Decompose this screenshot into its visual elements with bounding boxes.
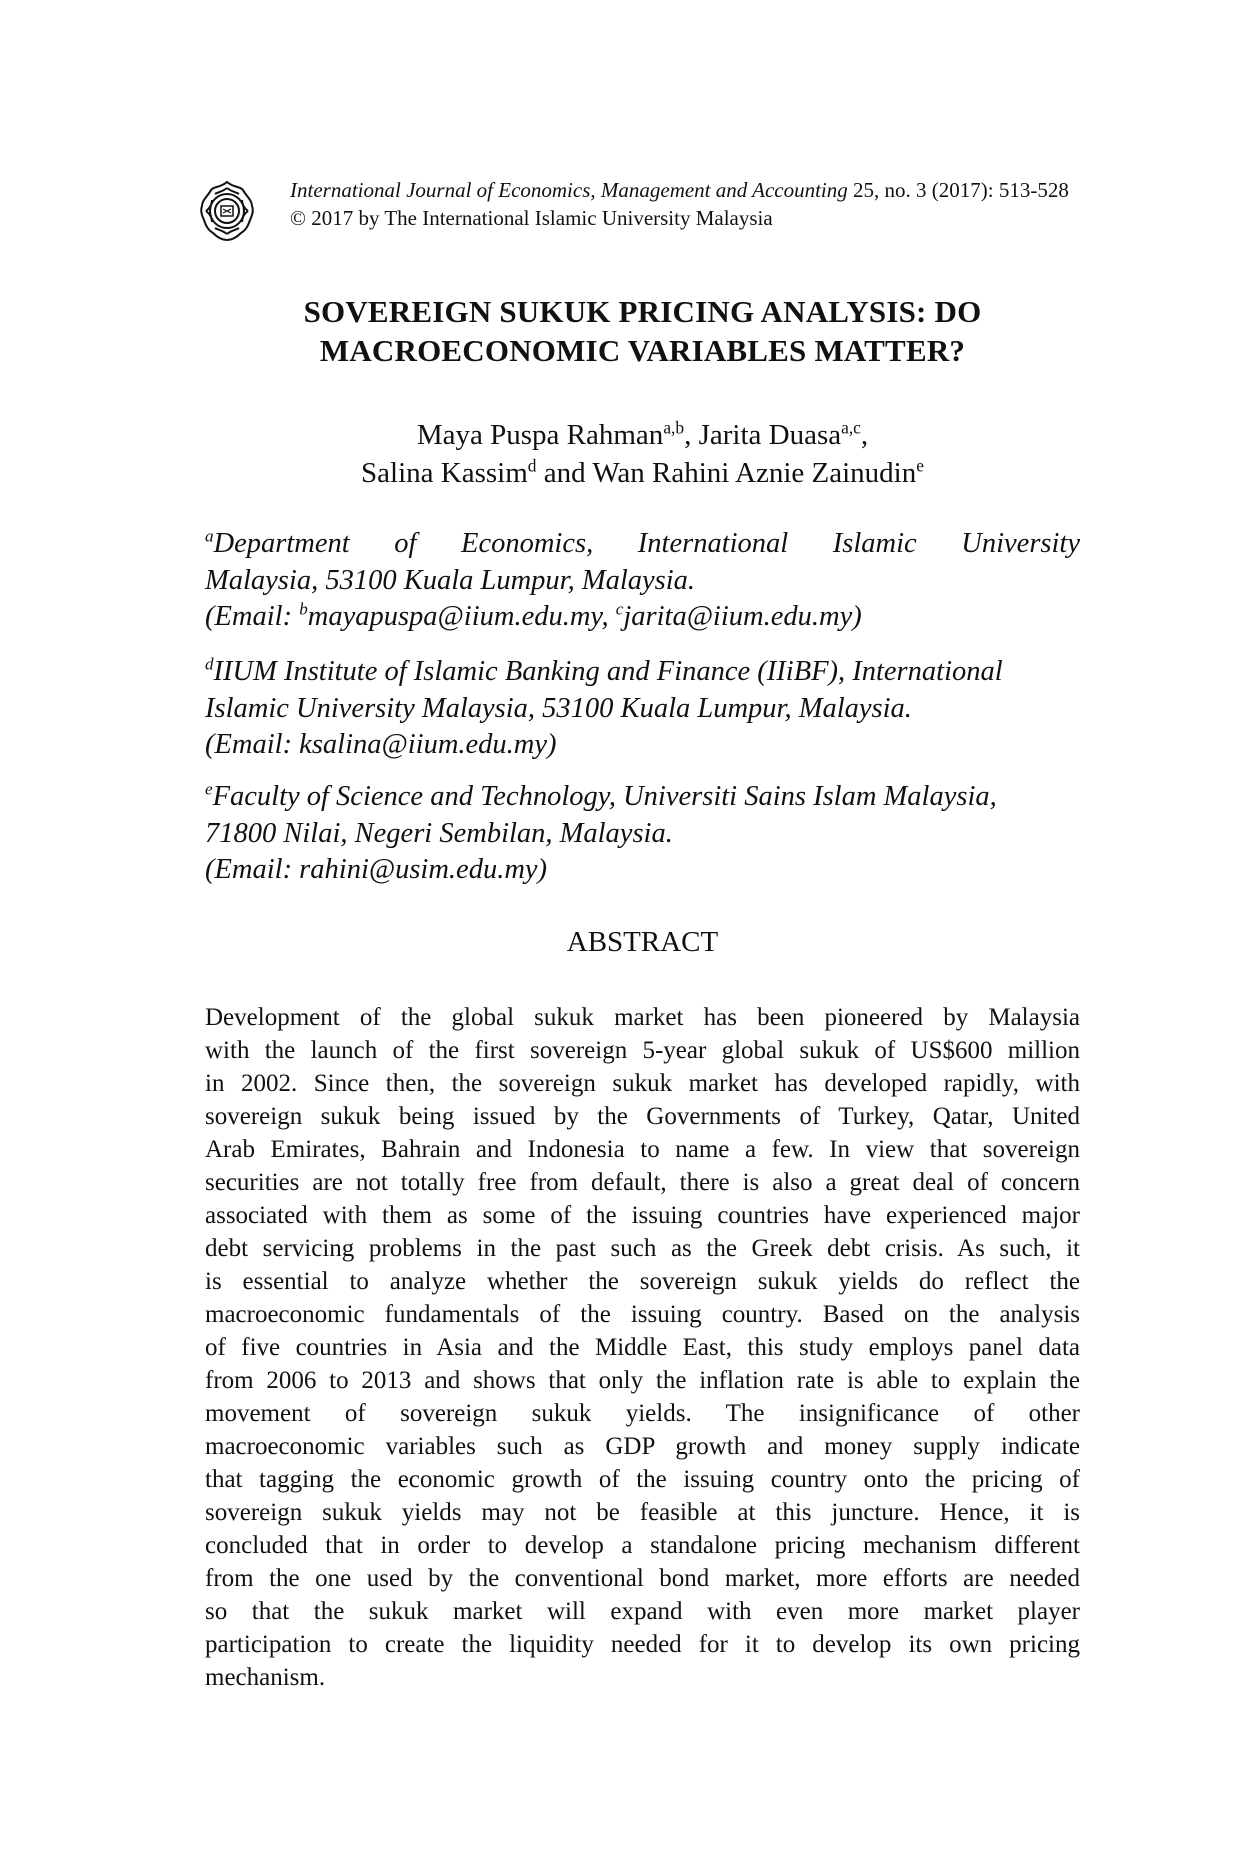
- affiliation-email-line: [205, 599, 1080, 636]
- affiliation-line: [205, 654, 1080, 691]
- author-affiliation-marker: e: [916, 455, 924, 476]
- abstract-line: macroeconomic variables such as GDP growth and money supply indicate: [205, 1433, 1080, 1460]
- abstract-line: concluded that in order to develop a standalone pricing mechanism different: [205, 1532, 1080, 1559]
- abstract-line: from 2006 to 2013 and shows that only the inflation rate is able to explain the: [205, 1367, 1080, 1394]
- email-marker: c: [615, 599, 624, 619]
- email-address: jarita@iium.edu.my): [623, 601, 862, 632]
- abstract-line: securities are not totally free from default, there is also a great deal of concern: [205, 1169, 1080, 1196]
- abstract-line: movement of sovereign sukuk yields. The insignificance of other: [205, 1400, 1080, 1427]
- author-name: Wan Rahini Aznie Zainudin: [592, 457, 917, 489]
- author-affiliation-marker: a,c: [841, 417, 861, 438]
- journal-citation: [290, 176, 1090, 204]
- affiliation-line: Islamic University Malaysia, 53100 Kuala Lumpur, Malaysia.: [205, 692, 912, 724]
- affiliation-line: Malaysia, 53100 Kuala Lumpur, Malaysia.: [205, 564, 696, 596]
- journal-name: International Journal of Economics, Management and Accounting: [290, 178, 848, 202]
- title-line-1: SOVEREIGN SUKUK PRICING ANALYSIS: DO: [303, 294, 982, 329]
- abstract-line: mechanism.: [205, 1664, 326, 1691]
- author-name: Salina Kassim: [361, 457, 528, 489]
- affiliation-marker: a: [205, 526, 214, 546]
- abstract-line: of five countries in Asia and the Middle East, this study employs panel data: [205, 1334, 1080, 1361]
- abstract-line: with the launch of the first sovereign 5-year global sukuk of US$600 million: [205, 1037, 1080, 1064]
- title-line-2: MACROECONOMIC VARIABLES MATTER?: [319, 333, 966, 368]
- abstract-line: from the one used by the conventional bond market, more efforts are needed: [205, 1565, 1080, 1592]
- author-separator: ,: [860, 419, 869, 451]
- affiliation-email-line: (Email: ksalina@iium.edu.my): [205, 729, 557, 760]
- abstract-line: sovereign sukuk yields may not be feasible at this juncture. Hence, it is: [205, 1499, 1080, 1526]
- abstract-line: participation to create the liquidity needed for it to develop its own pricing: [205, 1631, 1080, 1658]
- affiliation-line: [205, 526, 1080, 563]
- author-line-2: [205, 454, 1080, 492]
- abstract-line: debt servicing problems in the past such as the Greek debt crisis. As such, it: [205, 1235, 1080, 1262]
- affiliation-line: [205, 779, 1080, 816]
- author-affiliation-marker: a,b: [663, 417, 685, 438]
- affiliation-line: 71800 Nilai, Negeri Sembilan, Malaysia.: [205, 817, 673, 849]
- email-marker: b: [299, 599, 308, 619]
- affiliation-email-line: (Email: rahini@usim.edu.my): [205, 854, 548, 885]
- author-and: and: [536, 457, 593, 489]
- abstract-line: macroeconomic fundamentals of the issuing country. Based on the analysis: [205, 1301, 1080, 1328]
- journal-copyright: © 2017 by The International Islamic University Malaysia: [290, 206, 773, 230]
- abstract-line: associated with them as some of the issuing countries have experienced major: [205, 1202, 1080, 1229]
- abstract-line: sovereign sukuk being issued by the Governments of Turkey, Qatar, United: [205, 1103, 1080, 1130]
- abstract-line: Arab Emirates, Bahrain and Indonesia to name a few. In view that sovereign: [205, 1136, 1080, 1163]
- journal-volume: 25, no. 3 (2017): 513-528: [847, 178, 1069, 202]
- author-separator: ,: [684, 419, 699, 451]
- abstract-line: in 2002. Since then, the sovereign sukuk market has developed rapidly, with: [205, 1070, 1080, 1097]
- journal-header: [290, 176, 1090, 232]
- affiliation-text: IIUM Institute of Islamic Banking and Finance (IIiBF), International: [213, 656, 1003, 687]
- affiliation-marker: e: [205, 779, 213, 799]
- author-list: [205, 416, 1080, 492]
- author-affiliation-marker: d: [527, 455, 537, 476]
- author-line-1: [205, 416, 1080, 454]
- affiliation-e: [205, 779, 1080, 889]
- abstract-line: so that the sukuk market will expand with even more market player: [205, 1598, 1080, 1625]
- affiliation-d: [205, 654, 1080, 764]
- abstract-line: Development of the global sukuk market has been pioneered by Malaysia: [205, 1004, 1080, 1031]
- abstract-line: is essential to analyze whether the sovereign sukuk yields do reflect the: [205, 1268, 1080, 1295]
- affiliation-a: [205, 526, 1080, 636]
- paper-title: [205, 292, 1080, 370]
- affiliation-marker: d: [205, 654, 214, 674]
- affiliation-text: Faculty of Science and Technology, Universiti Sains Islam Malaysia,: [212, 781, 997, 812]
- abstract-body: [205, 1001, 1080, 1694]
- abstract-heading: ABSTRACT: [566, 926, 719, 958]
- email-address: mayapuspa@iium.edu.my,: [307, 601, 616, 632]
- author-name: Maya Puspa Rahman: [416, 419, 664, 451]
- abstract-line: that tagging the economic growth of the issuing country onto the pricing of: [205, 1466, 1080, 1493]
- email-prefix: (Email:: [205, 601, 300, 632]
- affiliation-text: Department of Economics, International Islamic University: [213, 528, 1080, 559]
- iium-seal-icon: [196, 178, 258, 244]
- author-name: Jarita Duasa: [698, 419, 842, 451]
